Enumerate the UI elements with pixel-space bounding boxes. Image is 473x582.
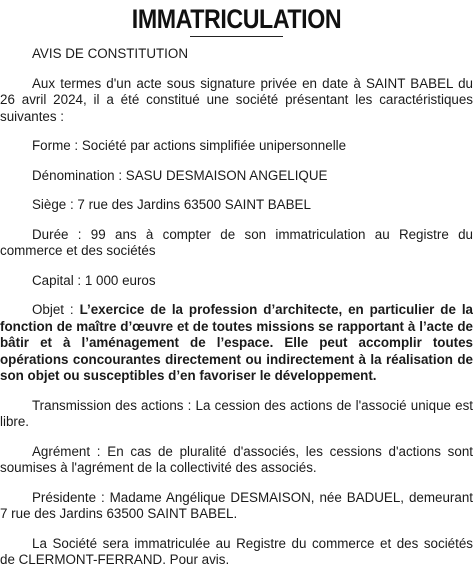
objet-paragraph [0,302,473,385]
notice-heading: AVIS DE CONSTITUTION [32,46,188,61]
transmission-paragraph: Transmission des actions : La cession des actions de l'associé unique est libre. [0,397,473,429]
siege-paragraph: Siège : 7 rue des Jardins 63500 SAINT BABEL [32,197,311,212]
objet-label: Objet : [32,302,80,317]
agrement-paragraph: Agrément : En cas de pluralité d'associés, les cessions d'actions sont soumises à l'agrément de la collectivité des associés. [0,443,473,475]
duree-paragraph: Durée : 99 ans à compter de son immatriculation au Registre du commerce et des sociétés [0,226,473,258]
capital-paragraph: Capital : 1 000 euros [32,272,156,288]
denomination-paragraph: Dénomination : SASU DESMAISON ANGELIQUE [32,167,328,183]
title-underline [190,36,283,37]
presidente-paragraph: Présidente : Madame Angélique DESMAISON, née BADUEL, demeurant 7 rue des Jardins 63500 SAINT BABEL. [0,489,473,521]
notice-body [0,46,473,582]
notice-title: IMMATRICULATION [131,4,342,34]
intro-paragraph: Aux termes d'un acte sous signature privée en date à SAINT BABEL du 26 avril 2024, il a été constitué une société présentant les caractéristiques suivantes : [0,75,473,124]
closing-paragraph: La Société sera immatriculée au Registre du commerce et des sociétés de CLERMONT-FERRAND. Pour avis. [0,535,473,567]
objet-text: L’exercice de la profession d’architecte, en particulier de la fonction de maître d’œuvre et de toutes missions se rapportant à l’acte de bâtir et à l’aménagement de l’espace. Elle peut accomplir toutes opérations concourantes directement ou indirectement à la réalisation de son objet ou susceptibles d’en favoriser le développement. [0,302,473,383]
forme-paragraph: Forme : Société par actions simplifiée unipersonnelle [32,138,347,153]
